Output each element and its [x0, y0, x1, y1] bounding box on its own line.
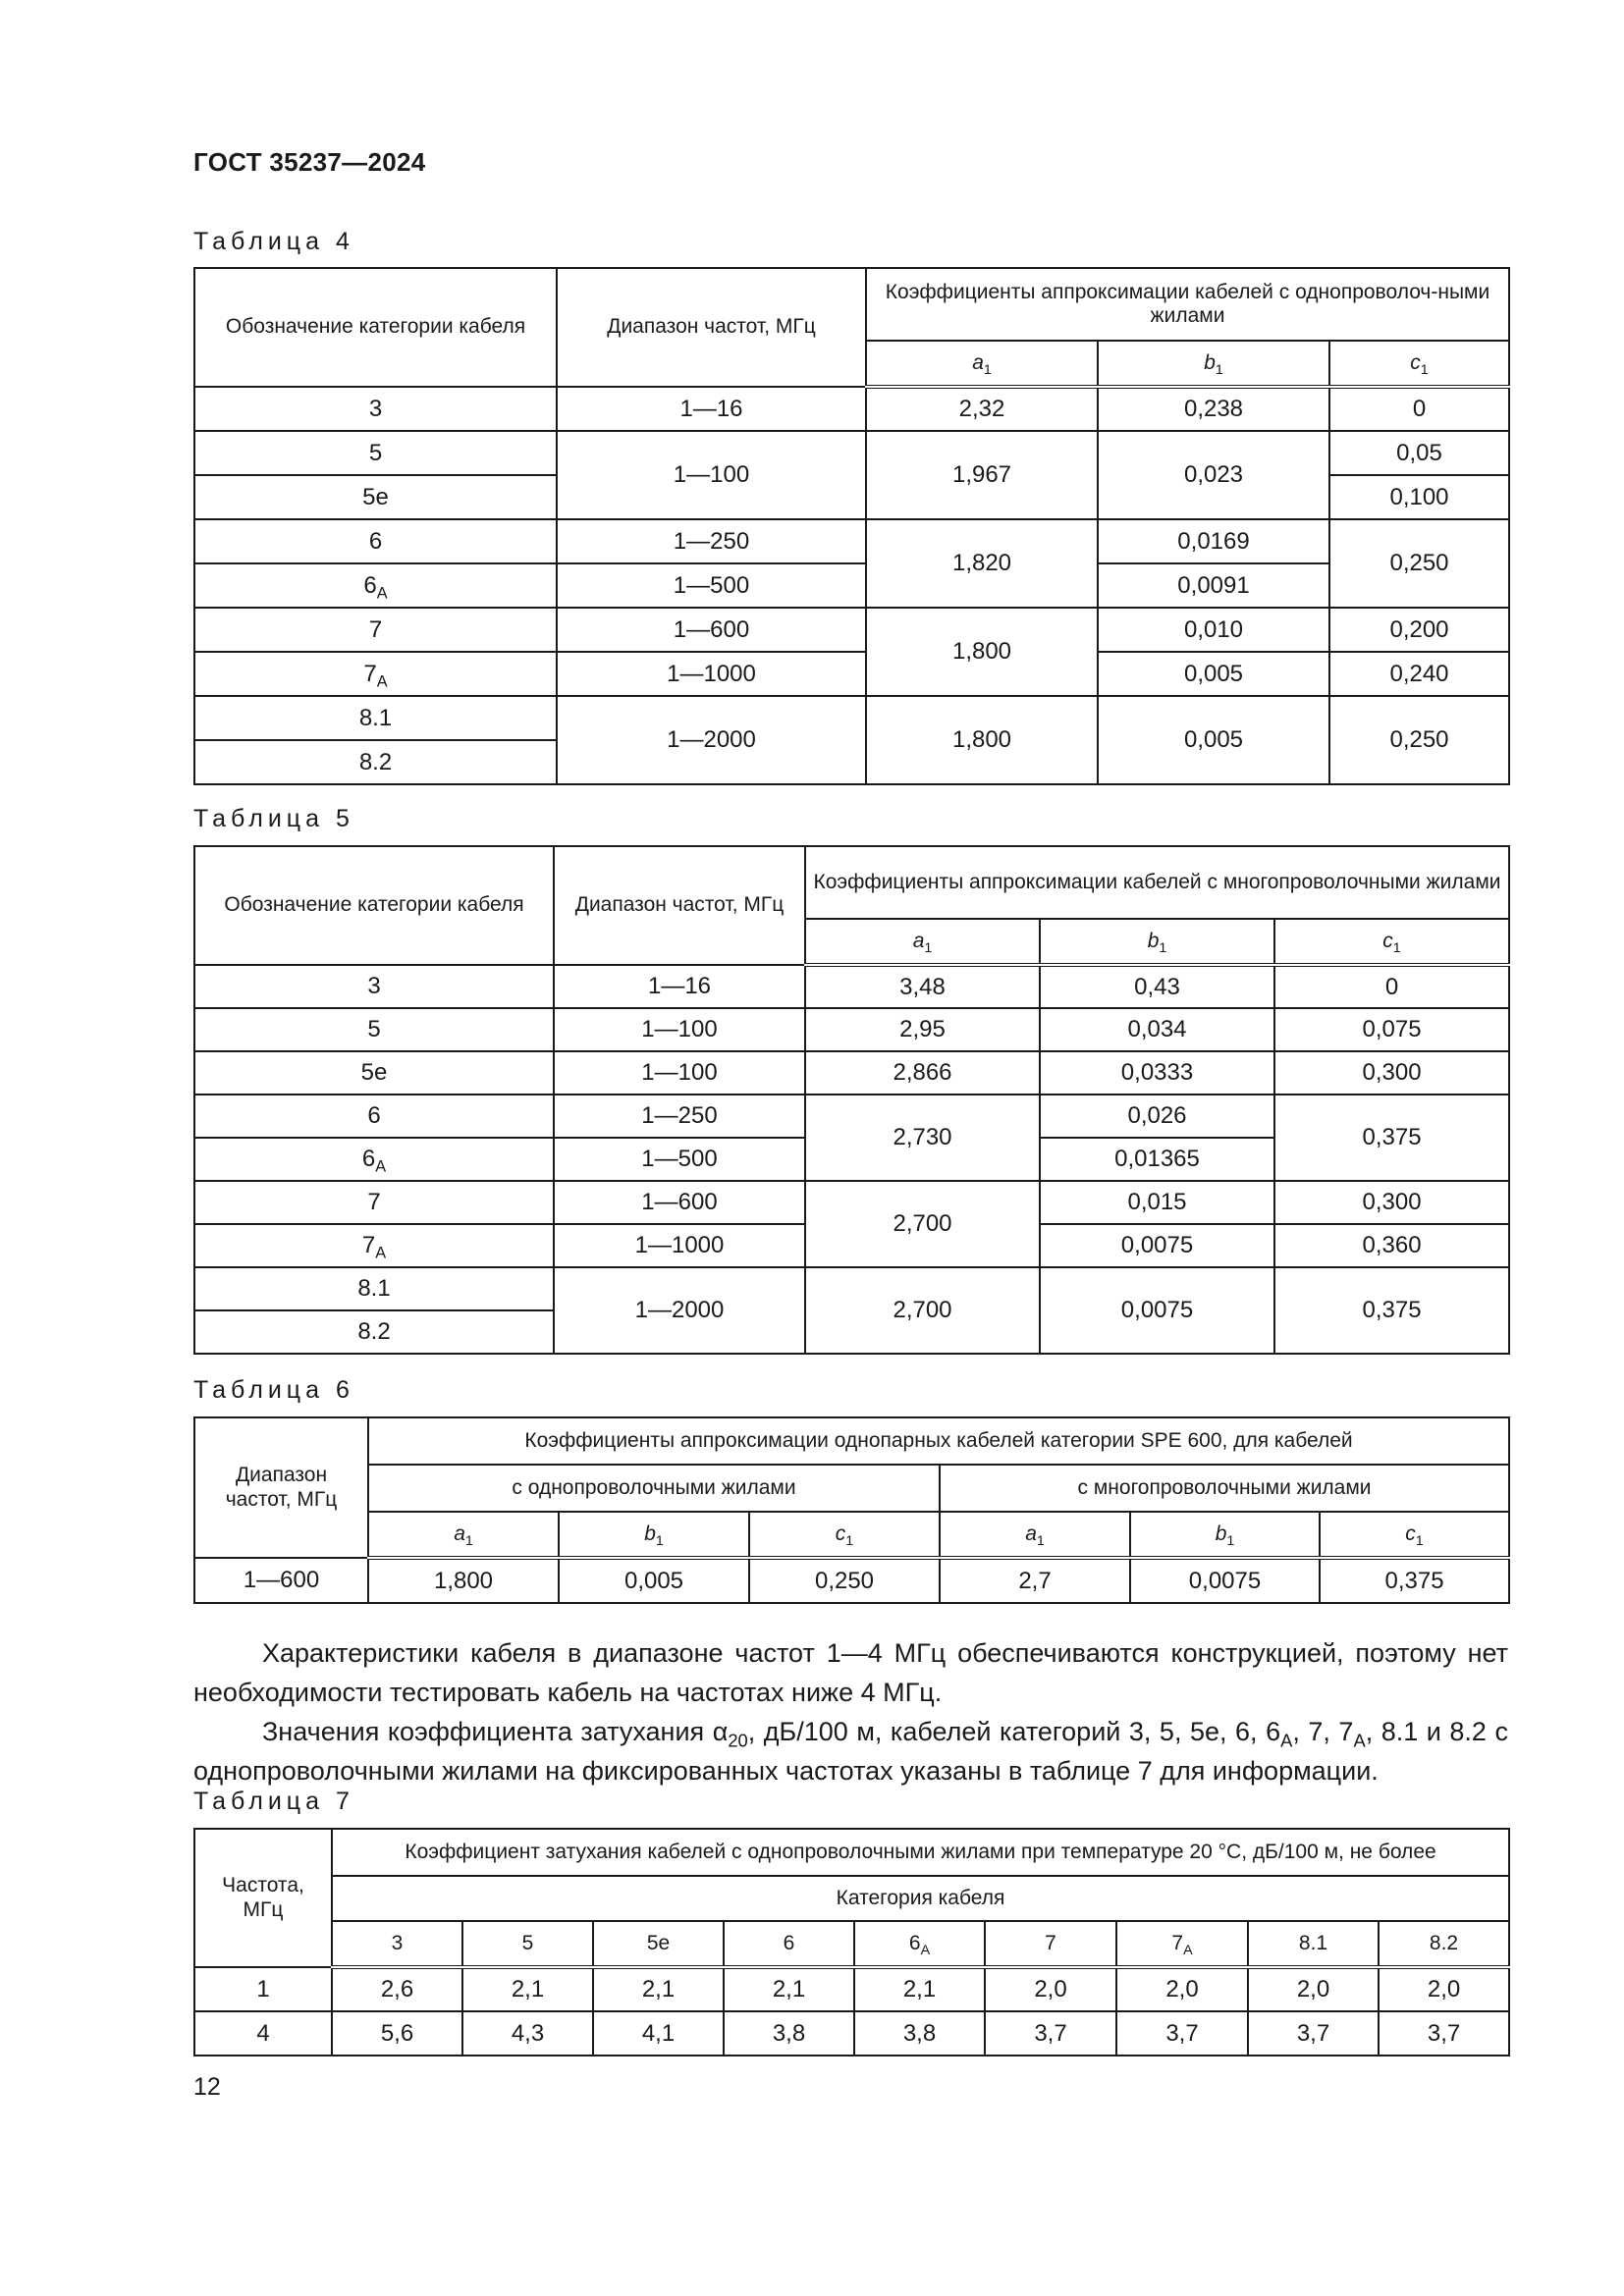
document-header: ГОСТ 35237—2024 — [193, 147, 426, 177]
table4-caption: Таблица 4 — [193, 228, 354, 255]
table-row: 5e 1—100 2,866 0,0333 0,300 — [194, 1051, 1509, 1095]
table-row: 1 2,6 2,1 2,1 2,1 2,1 2,0 2,0 2,0 2,0 — [194, 1967, 1509, 2011]
table7: Частота, МГц Коэффициент затухания кабелей с однопроволочными жилами при температуре 20 °С, дБ/100 м, не более Категория кабеля 3 5 5e 6 $6_A$ 7 $7_A$ 8.1 8.2 1 2,6 2,1 2,1 2,1 2,1 2,0 2,0 2,0 2,0 4 5,6 4,3 4,1 3,8 3,8 3,7 3,7 3,7 3,7 — [193, 1828, 1510, 2056]
table7-head-cat: Категория кабеля — [332, 1876, 1509, 1921]
table4-head-coef: Коэффициенты аппроксимации кабелей с однопроволоч-ными жилами — [866, 268, 1509, 341]
table-row: 8.1 1—2000 1,800 0,005 0,250 — [194, 696, 1509, 740]
page-number: 12 — [193, 2073, 221, 2101]
table7-caption: Таблица 7 — [193, 1788, 354, 1815]
table-row: $6_A$ 1—500 0,01365 — [194, 1138, 1509, 1181]
table4-head-freq: Диапазон частот, МГц — [557, 268, 866, 387]
table-row: $6_A$ 1—500 0,0091 — [194, 563, 1509, 608]
table-row: 8.1 1—2000 2,700 0,0075 0,375 — [194, 1267, 1509, 1310]
table-row: 1—600 1,800 0,005 0,250 2,7 0,0075 0,375 — [194, 1558, 1509, 1603]
table-row: $7_A$ 1—1000 0,005 0,240 — [194, 652, 1509, 696]
table6-caption: Таблица 6 — [193, 1376, 354, 1404]
table-row: 7 1—600 1,800 0,010 0,200 — [194, 608, 1509, 652]
table5-head-freq: Диапазон частот, МГц — [554, 846, 805, 965]
table-row: 8.2 — [194, 1310, 1509, 1354]
table-row: 6 1—250 2,730 0,026 0,375 — [194, 1095, 1509, 1138]
table6-head-freq: Диапазон частот, МГц — [194, 1417, 368, 1558]
table5-head-b1: $b_1$ — [1040, 919, 1274, 965]
table5 — [193, 845, 1510, 1355]
table-row: 7 1—600 2,700 0,015 0,300 — [194, 1181, 1509, 1224]
body-text — [193, 1633, 1508, 1790]
table5-head-a1: $a_1$ — [805, 919, 1040, 965]
table6: Диапазон частот, МГц Коэффициенты аппроксимации однопарных кабелей категории SPE 600, для кабелей с однопроволочными жилами с многопроволочными жилами $a_1$ $b_1$ $c_1$ $a_1$ $b_1$ $c_1$ 1—600 1,800 0,005 0,250 2,7 0,0075 0,375 — [193, 1416, 1510, 1604]
table-row: 3 1—16 3,48 0,43 0 — [194, 965, 1509, 1008]
table4-head-category: Обозначение категории кабеля — [194, 268, 557, 387]
table4-head-a1: $a_1$ — [866, 341, 1098, 387]
table5-caption: Таблица 5 — [193, 805, 354, 832]
table-row: 4 5,6 4,3 4,1 3,8 3,8 3,7 3,7 3,7 3,7 — [194, 2011, 1509, 2056]
table-row: 5 1—100 2,95 0,034 0,075 — [194, 1008, 1509, 1051]
table-row: 8.2 — [194, 740, 1509, 784]
table4-head-b1: $b_1$ — [1098, 341, 1329, 387]
table6-head-solid: с однопроволочными жилами — [368, 1465, 940, 1512]
paragraph-2: Значения коэффициента затухания $\alpha_{20}$, дБ/100 м, кабелей категорий 3, 5, 5е, 6, $6_А$, 7, $7_А$, 8.1 и 8.2 с однопроволочными жилами на фиксированных частотах указаны в таблице 7 для информации. — [193, 1717, 1508, 1786]
table-row: 3 1—16 2,32 0,238 0 — [194, 387, 1509, 431]
table-row: $7_A$ 1—1000 0,0075 0,360 — [194, 1224, 1509, 1267]
table4-head-c1: $c_1$ — [1329, 341, 1509, 387]
table4 — [193, 267, 1510, 785]
table6-head-stranded: с многопроволочными жилами — [940, 1465, 1509, 1512]
table7-head-coef: Коэффициент затухания кабелей с однопроволочными жилами при температуре 20 °С, дБ/100 м, не более — [332, 1829, 1509, 1876]
paragraph-1: Характеристики кабеля в диапазоне частот 1—4 МГц обеспечиваются конструкцией, поэтому нет необходимости тестировать кабель на частотах ниже 4 МГц. — [193, 1638, 1508, 1707]
table6-head-coef: Коэффициенты аппроксимации однопарных кабелей категории SPE 600, для кабелей — [368, 1417, 1509, 1465]
table5-head-c1: $c_1$ — [1274, 919, 1509, 965]
table-row: 5e 0,100 — [194, 475, 1509, 519]
table-row: 5 1—100 1,967 0,023 0,05 — [194, 431, 1509, 475]
table5-head-category: Обозначение категории кабеля — [194, 846, 554, 965]
table5-head-coef: Коэффициенты аппроксимации кабелей с многопроволочными жилами — [805, 846, 1509, 919]
table-row: 6 1—250 1,820 0,0169 0,250 — [194, 519, 1509, 563]
table7-head-freq: Частота, МГц — [194, 1829, 332, 1967]
